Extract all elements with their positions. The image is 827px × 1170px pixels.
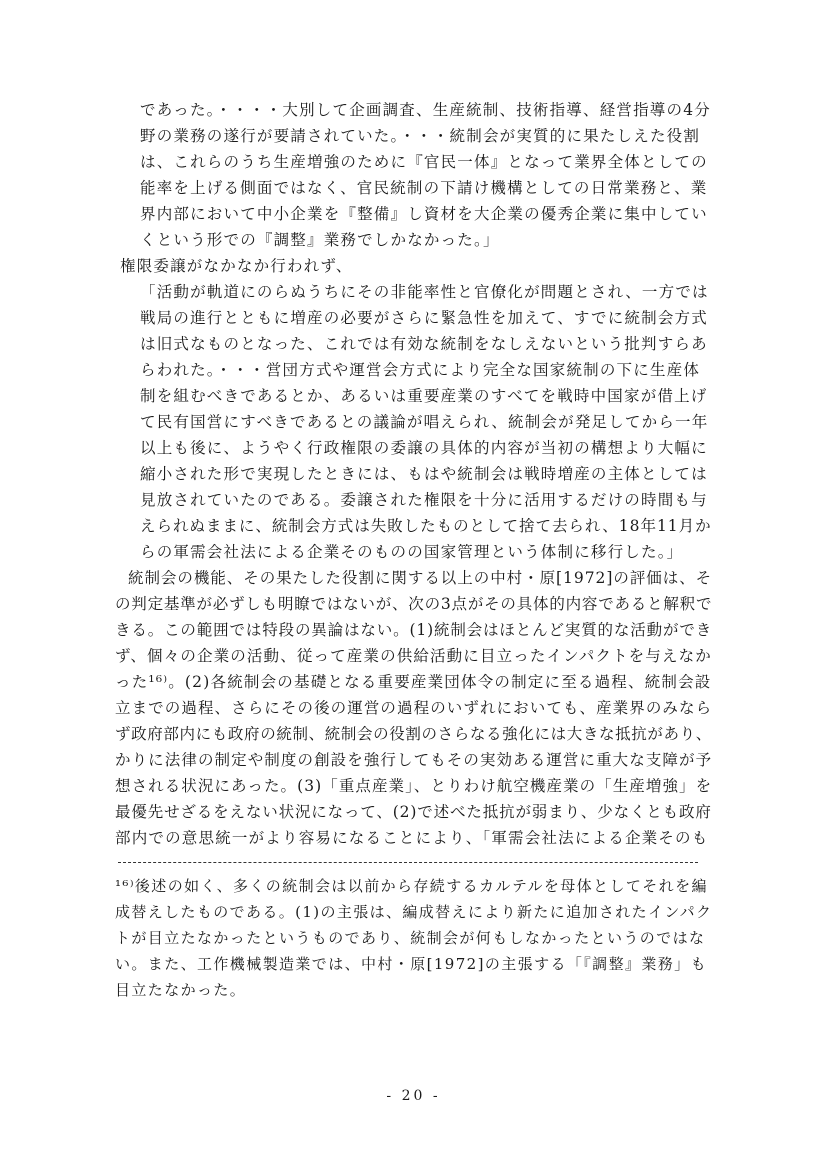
quote1-line: であった。・・・・大別して企画調査、生産統制、技術指導、経営指導の4分 [140, 101, 711, 119]
quote2-line: らわれた。・・・営団方式や運営会方式により完全な国家統制の下に生産体 [140, 361, 701, 379]
quote2-line: 以上も後に、ようやく行政権限の委譲の具体的内容が当初の構想より大幅に [140, 439, 708, 457]
body-line: 統制会の機能、その果たした役割に関する以上の中村・原[1972]の評価は、そ [128, 569, 713, 587]
body-line: 立までの過程、さらにその後の運営の過程のいずれにおいても、産業界のみなら [115, 699, 713, 717]
quote2-line: は旧式なものとなった、これでは有効な統制をなしえないという批判すらあ [140, 335, 708, 353]
quote1-line: 能率を上げる側面ではなく、官民統制の下請け機構としての日常業務と、業 [140, 179, 708, 197]
quote2-line: えられぬままに、統制会方式は失敗したものとして捨て去られ、18年11月か [140, 517, 712, 535]
quote1-line: 野の業務の遂行が要請されていた。・・・統制会が実質的に果たしえた役割 [140, 127, 701, 145]
body-line: ず、個々の企業の活動、従って産業の供給活動に目立ったインパクトを与えなか [115, 647, 712, 665]
quote2-line: 「活動が軌道にのらぬうちにその非能率性と官僚化が問題とされ、一方では [140, 283, 709, 301]
footnote-line: 成替えしたものである。(1)の主張は、編成替えにより新たに追加されたインパク [115, 903, 713, 921]
body-line: ず政府部内にも政府の統制、統制会の役割のさらなる強化には大きな抵抗があり、 [115, 725, 712, 743]
page-number: - 20 - [386, 1088, 441, 1104]
footnote-line: 目立たなかった。 [115, 981, 247, 999]
footnote-line: い。また、工作機械製造業では、中村・原[1972]の主張する「『調整』業務」も [115, 955, 707, 973]
body-line: った¹⁶⁾。(2)各統制会の基礎となる重要産業団体令の制定に至る過程、統制会設 [115, 673, 712, 691]
quote1-line: 界内部において中小企業を『整備』し資材を大企業の優秀企業に集中してい [140, 205, 708, 223]
footnote-line: ¹⁶⁾後述の如く、多くの統制会は以前から存続するカルテルを母体としてそれを編 [115, 877, 708, 895]
quote2-line: 制を組むべきであるとか、あるいは重要産業のすべてを戦時中国家が借上げ [140, 387, 708, 405]
body-line: 最優先せざるをえない状況になって、(2)で述べた抵抗が弱まり、少なくとも政府 [115, 803, 712, 821]
quote2-line: 戦局の進行とともに増産の必要がさらに緊急性を加えて、すでに統制会方式 [140, 309, 708, 327]
body-line: きる。この範囲では特段の異論はない。(1)統制会はほとんど実質的な活動ができ [115, 621, 713, 639]
body-line: 部内での意思統一がより容易になることにより、「軍需会社法による企業そのも [115, 829, 709, 847]
quote2-line: 縮小された形で実現したときには、もはや統制会は戦時増産の主体としては [140, 465, 708, 483]
body-line: の判定基準が必ずしも明瞭ではないが、次の3点がその具体的内容であると解釈で [115, 595, 713, 613]
quote1-line: は、これらのうち生産増強のために『官民一体』となって業界全体としての [140, 153, 708, 171]
quote2-line: て民有国営にすべきであるとの議論が唱えられ、統制会が発足してから一年 [140, 413, 709, 431]
quote2-line: らの軍需会社法による企業そのものの国家管理という体制に移行した。」 [140, 543, 684, 561]
footnote-line: トが目立たなかったというものであり、統制会が何もしなかったというのではな [115, 929, 706, 947]
body-line: 想される状況にあった。(3)「重点産業」、とりわけ航空機産業の「生産増強」を [115, 777, 713, 795]
quote1-line: くという形での『調整』業務でしかなかった。」 [140, 231, 500, 249]
quote2-line: 見放されていたのである。委譲された権限を十分に活用するだけの時間も与 [140, 491, 708, 509]
body-line: かりに法律の制定や制度の創設を強行してもその実効ある運営に重大な支障が予 [115, 751, 713, 769]
intro-line: 権限委譲がなかなか行われず、 [120, 257, 353, 275]
footnote-separator [118, 862, 698, 863]
